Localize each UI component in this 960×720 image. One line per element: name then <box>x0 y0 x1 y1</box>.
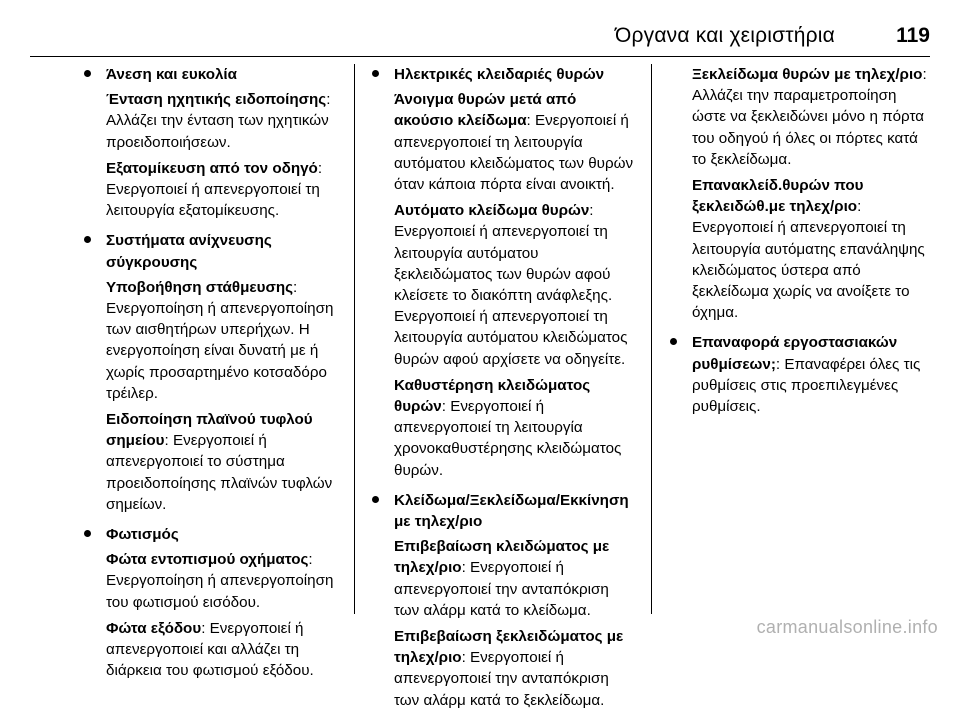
setting-entry <box>692 332 933 417</box>
bullet-item <box>370 490 637 711</box>
page-header <box>30 10 930 50</box>
separator: : <box>857 198 862 216</box>
item-title: Άνεση και ευκολία <box>106 66 237 83</box>
setting-description: Ενεργοποιεί ή απενεργοποιεί την ανταπόκριση των αλάρμ κατά το ξεκλείδωμα. <box>394 649 609 709</box>
setting-entry <box>106 618 344 682</box>
setting-entry <box>692 64 933 170</box>
watermark: carmanualsonline.info <box>756 617 938 637</box>
setting-title: Ένταση ηχητικής ειδοποίησης <box>106 91 327 109</box>
item-title: Φωτισμός <box>106 526 179 544</box>
setting-title: Ειδοποίηση πλαϊνού τυφλού σημείου <box>106 411 313 450</box>
bullet-icon <box>670 338 677 345</box>
separator: : <box>461 559 466 577</box>
setting-description: Ενεργοποιεί ή απενεργοποιεί και αλλάζει τη διάρκεια του φωτισμού εξόδου. <box>106 619 314 680</box>
setting-description: Ενεργοποίηση ή απενεργοποίηση των αισθητήρων υπερήχων. Η ενεργοποίηση είναι δυνατή με ή χωρίς προσαρτημένο κοτσαδόρο τρέιλερ. <box>106 300 334 402</box>
separator: : <box>589 202 594 220</box>
item-title: Ηλεκτρικές κλειδαριές θυρών <box>394 66 605 83</box>
setting-description: Ενεργοποιεί ή απενεργοποιεί την ανταπόκριση των αλάρμ κατά το κλείδωμα. <box>394 559 609 619</box>
setting-entry <box>106 409 344 515</box>
bullet-item <box>82 230 344 515</box>
column-1 <box>82 64 344 690</box>
column-3 <box>668 64 933 426</box>
setting-description: Αλλάζει την παραμετροποίηση ώστε να ξεκλειδώνει μόνο η πόρτα του οδηγού ή όλες οι πόρτες κατά το ξεκλείδωμα. <box>692 87 925 168</box>
separator: : <box>201 619 206 637</box>
setting-description: Ενεργοποιεί ή απενεργοποιεί τη λειτουργία αυτόματου ξεκλειδώματος των θυρών αφού κλείσετε το διακόπτη ανάφλεξης. Ενεργοποιεί ή απενεργοποιεί τη λειτουργία αυτόματου κλειδώματος θυρών αφού αρχίσετε να οδηγείτε. <box>394 223 628 368</box>
setting-title: Καθυστέρηση κλειδώματος θυρών <box>394 376 591 416</box>
continued-settings <box>668 64 933 323</box>
setting-entry <box>394 626 637 711</box>
separator: : <box>461 649 466 667</box>
separator: : <box>441 398 446 416</box>
separator: : <box>326 91 331 109</box>
setting-entry <box>106 277 344 404</box>
separator: : <box>317 159 323 177</box>
setting-entry <box>394 89 637 195</box>
column-2 <box>370 64 637 720</box>
separator: : <box>775 355 781 373</box>
separator: : <box>164 432 169 450</box>
setting-title: Επαναφορά εργοστασιακών ρυθμίσεων; <box>692 334 898 373</box>
setting-title: Επανακλείδ.θυρών που ξεκλειδώθ.με τηλεχ/ριο <box>692 177 864 216</box>
item-title: Κλείδωμα/Ξεκλείδωμα/Εκκίνηση με τηλεχ/ριο <box>394 491 629 531</box>
separator: : <box>526 112 531 130</box>
setting-entry <box>106 158 344 222</box>
setting-description: Ενεργοποιεί ή απενεργοποιεί τη λειτουργία εξατομίκευσης. <box>106 181 320 220</box>
page-number: 119 <box>896 24 930 47</box>
setting-title: Επιβεβαίωση κλειδώματος με τηλεχ/ριο <box>394 538 610 577</box>
separator: : <box>308 551 313 569</box>
setting-title: Ξεκλείδωμα θυρών με τηλεχ/ριο <box>692 66 923 83</box>
bullet-icon <box>84 70 91 77</box>
bullet-item <box>370 64 637 481</box>
setting-entry <box>692 175 933 323</box>
setting-description: Επαναφέρει όλες τις ρυθμίσεις στις προεπιλεγμένες ρυθμίσεις. <box>692 355 921 416</box>
separator: : <box>922 66 927 83</box>
column-divider <box>354 64 355 614</box>
setting-title: Φώτα εντοπισμού οχήματος <box>106 551 309 569</box>
bullet-item <box>668 332 933 417</box>
item-title: Συστήματα ανίχνευσης σύγκρουσης <box>106 232 272 271</box>
setting-description: Ενεργοποίηση ή απενεργοποίηση του φωτισμού εισόδου. <box>106 572 334 611</box>
header-rule <box>30 56 930 57</box>
setting-entry <box>106 549 344 613</box>
bullet-item <box>82 64 344 221</box>
column-divider <box>651 64 652 614</box>
setting-description: Ενεργοποιεί ή απενεργοποιεί τη λειτουργία χρονοκαθυστέρησης κλειδώματος θυρών. <box>394 398 622 479</box>
setting-title: Εξατομίκευση από τον οδηγό <box>106 159 318 177</box>
setting-description: Ενεργοποιεί ή απενεργοποιεί τη λειτουργία αυτόματου κλειδώματος των θυρών όταν κάποια πόρτα είναι ανοικτή. <box>394 112 634 194</box>
setting-entry <box>394 375 637 481</box>
setting-description: Ενεργοποιεί ή απενεργοποιεί το σύστημα προειδοποίησης πλαϊνών τυφλών σημείων. <box>106 432 333 513</box>
bullet-icon <box>372 496 379 503</box>
setting-title: Φώτα εξόδου <box>106 619 202 637</box>
setting-entry <box>394 200 637 370</box>
setting-entry <box>106 89 344 153</box>
setting-description: Αλλάζει την ένταση των ηχητικών προειδοποιήσεων. <box>106 112 329 151</box>
bullet-icon <box>84 530 91 537</box>
setting-title: Επιβεβαίωση ξεκλειδώματος με τηλεχ/ριο <box>394 628 624 667</box>
setting-entry <box>394 536 637 621</box>
setting-title: Υποβοήθηση στάθμευσης <box>106 278 294 296</box>
setting-title: Αυτόματο κλείδωμα θυρών <box>394 202 590 220</box>
bullet-item <box>82 524 344 681</box>
setting-description: Ενεργοποιεί ή απενεργοποιεί τη λειτουργία αυτόματης επανάληψης κλειδώματος ύστερα από ξεκλείδωμα χωρίς να ανοίξετε το όχημα. <box>692 219 925 322</box>
setting-title: Άνοιγμα θυρών μετά από ακούσιο κλείδωμα <box>394 91 577 130</box>
bullet-icon <box>84 236 91 243</box>
page-title: Όργανα και χειριστήρια <box>615 24 835 47</box>
separator: : <box>293 278 298 296</box>
bullet-icon <box>372 70 379 77</box>
